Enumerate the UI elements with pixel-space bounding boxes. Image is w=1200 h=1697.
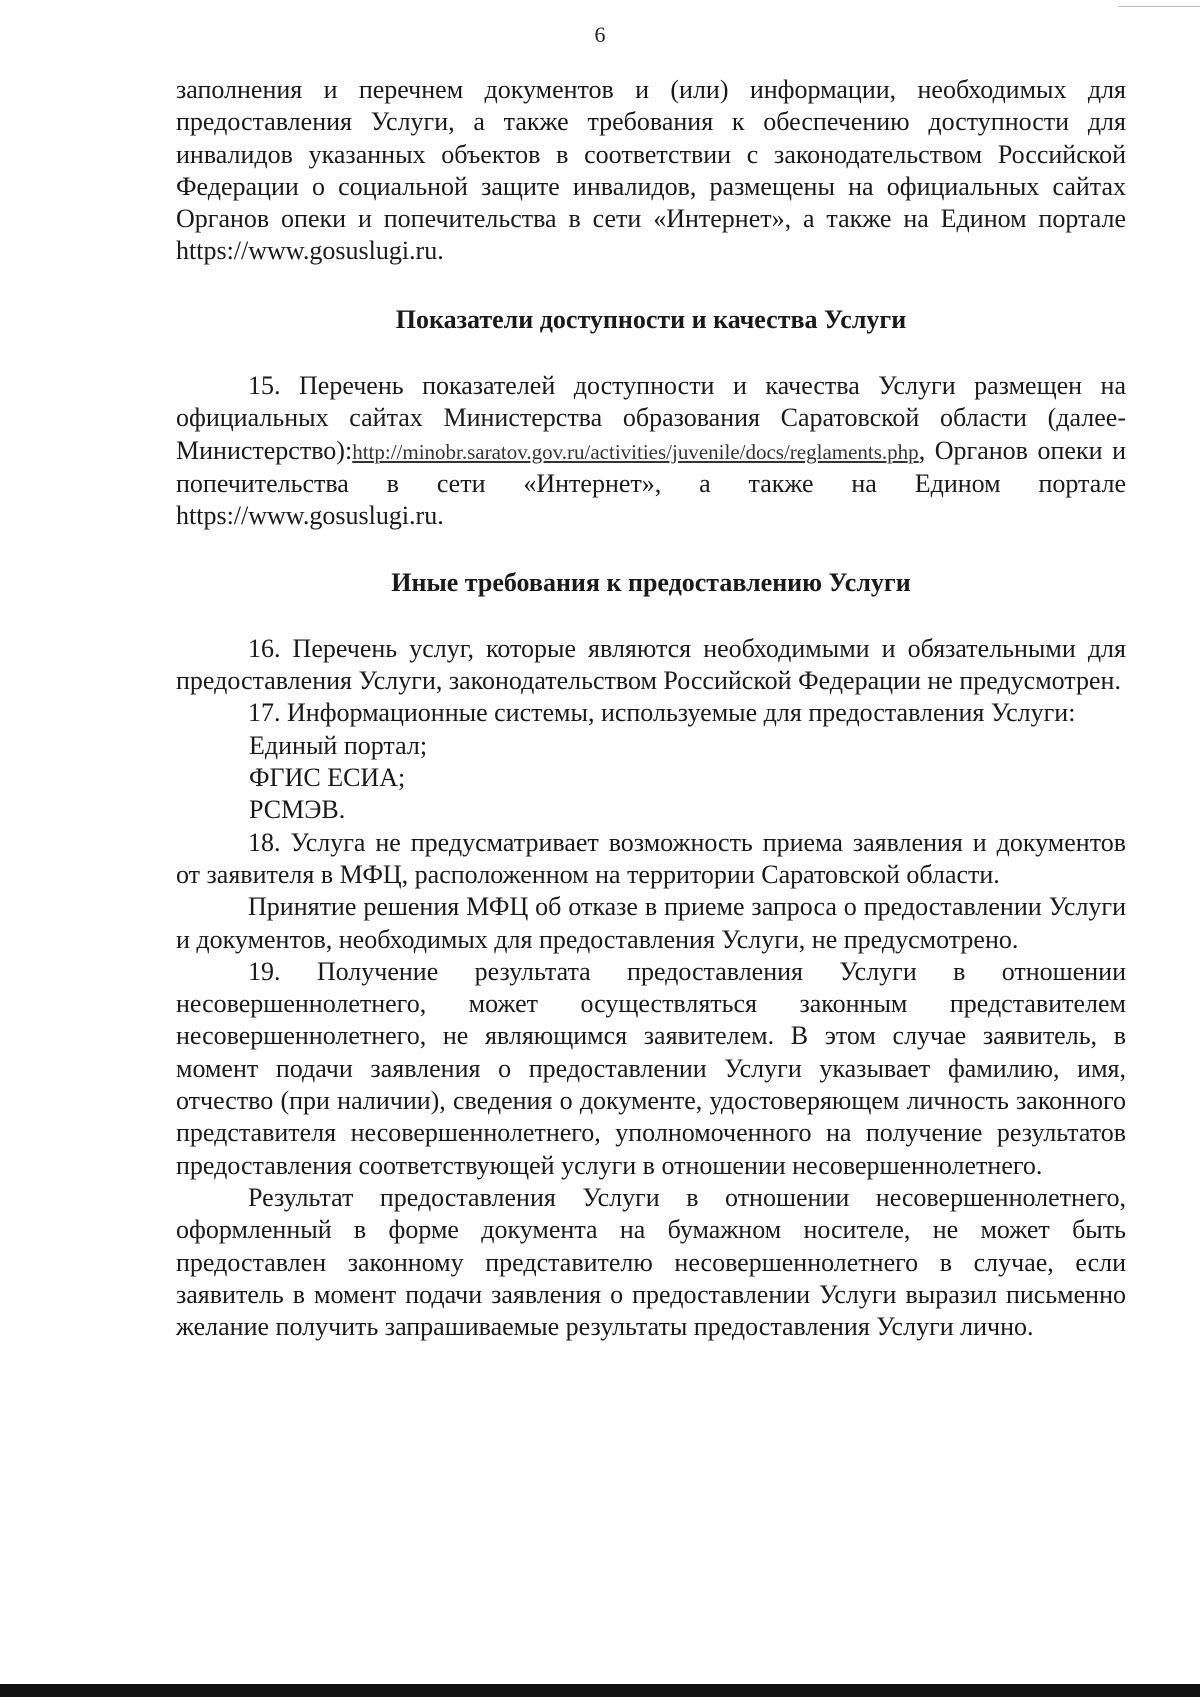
section-heading-accessibility: Показатели доступности и качества Услуги — [395, 304, 907, 334]
page-number: 6 — [594, 22, 606, 47]
system-item: ФГИС ЕСИА; — [249, 763, 406, 793]
paragraph-18: 18. Услуга не предусматривает возможность приема заявления и документов от заявителя в МФЦ, расположенном на территории Саратовской области. — [176, 827, 1126, 889]
paragraph-continuation: заполнения и перечнем документов и (или) информации, необходимых для предоставления Услуги, а также требования к обеспечению доступности для инвалидов указанных объектов в соответствии с законодательством Российской Федерации о социальной защите инвалидов, размещены на официальных сайтах Органов опеки и попечительства в сети «Интернет», а также на Едином портале https://www.gosuslugi.ru. — [176, 75, 1126, 266]
paragraph-15 — [176, 370, 1126, 532]
paragraph-18-continued: Принятие решения МФЦ об отказе в приеме запроса о предоставлении Услуги и документов, необходимых для предоставления Услуги, не предусмотрено. — [176, 892, 1126, 954]
paragraph-19: 19. Получение результата предоставления Услуги в отношении несовершеннолетнего, может осуществляться законным представителем несовершеннолетнего, не являющимся заявителем. В этом случае заявитель, в момент подачи заявления о предоставлении Услуги указывает фамилию, имя, отчество (при наличии), сведения о документе, удостоверяющем личность законного представителя несовершеннолетнего, уполномоченного на получение результатов предоставления соответствующей услуги в отношении несовершеннолетнего. — [176, 956, 1126, 1180]
scan-edge-mark — [1118, 0, 1200, 7]
system-item: РСМЭВ. — [249, 795, 346, 825]
scan-bottom-edge — [0, 1684, 1200, 1697]
paragraph-16: 16. Перечень услуг, которые являются необходимыми и обязательными для предоставления Услуги, законодательством Российской Федерации не предусмотрен. — [176, 633, 1126, 696]
section-heading-other-requirements: Иные требования к предоставлению Услуги — [391, 567, 911, 597]
reglaments-link[interactable]: http://minobr.saratov.gov.ru/activities/juvenile/docs/reglaments.php — [352, 439, 919, 464]
paragraph-17: 17. Информационные системы, используемые для предоставления Услуги: — [248, 698, 1076, 728]
paragraph-19-continued: Результат предоставления Услуги в отношении несовершеннолетнего, оформленный в форме документа на бумажном носителе, не может быть предоставлен законному представителю несовершеннолетнего в случае, если заявитель в момент подачи заявления о предоставлении Услуги выразил письменно желание получить запрашиваемые результаты предоставления Услуги лично. — [176, 1182, 1126, 1342]
system-item: Единый портал; — [249, 730, 428, 760]
document-body — [176, 74, 1126, 1343]
paragraph-15-text: 15. Перечень показателей доступности и качества Услуги размещен на официальных сайтах Министерства образования Саратовской области (далее- Министерство): — [176, 371, 1126, 465]
paragraph-15-text-end: , Органов опеки и попечительства в сети «Интернет», а также на Едином портале https://www.gosuslugi.ru. — [176, 435, 1126, 531]
